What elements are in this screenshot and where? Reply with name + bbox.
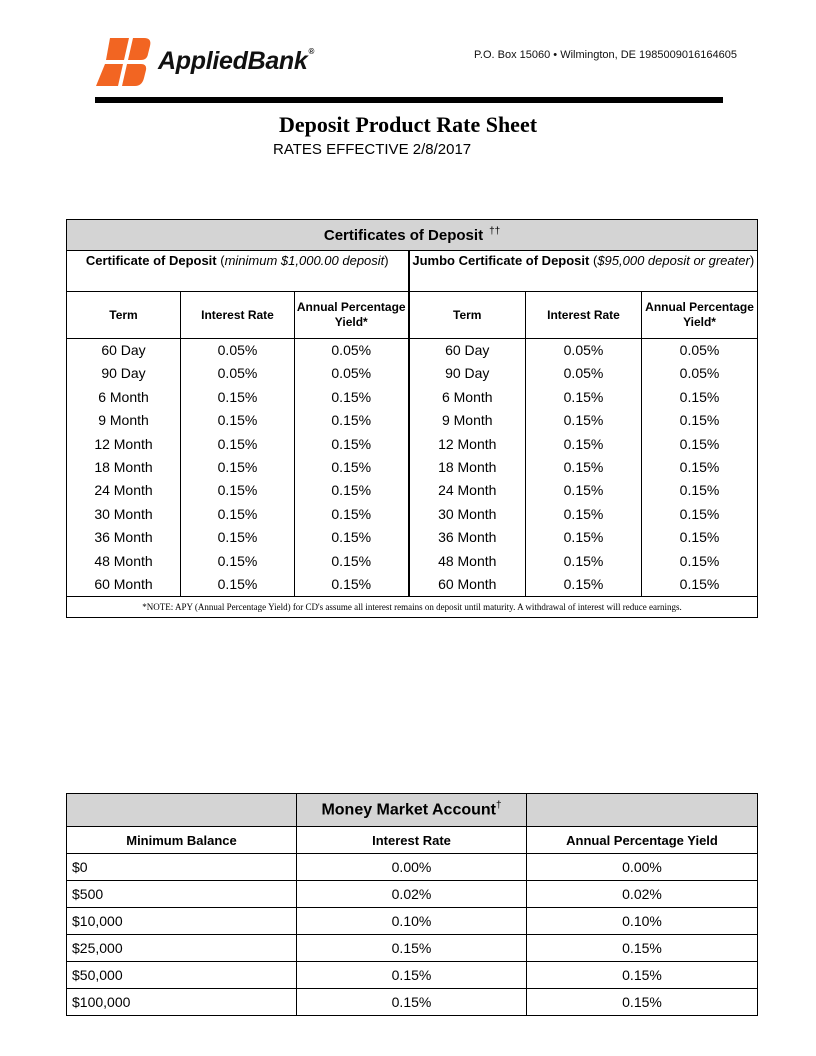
table-cell: 48 Month <box>67 550 181 573</box>
table-cell: 0.15% <box>295 409 409 432</box>
table-row <box>67 526 758 549</box>
table-cell: 0.15% <box>295 456 409 479</box>
table-cell: 0.15% <box>297 989 527 1016</box>
column-header-apy: Annual Percentage Yield <box>527 827 758 854</box>
table-cell: 0.15% <box>527 989 758 1016</box>
table-row <box>67 456 758 479</box>
table-cell: 0.15% <box>526 573 642 597</box>
table-cell: 0.15% <box>526 386 642 409</box>
table-cell: 0.15% <box>642 526 758 549</box>
table-cell: 36 Month <box>409 526 526 549</box>
table-cell: 90 Day <box>409 362 526 385</box>
table-row <box>67 433 758 456</box>
table-row <box>67 550 758 573</box>
title-cell-right <box>527 794 758 827</box>
apy-footnote: *NOTE: APY (Annual Percentage Yield) for CD's assume all interest remains on deposit until maturity. A withdrawal of interest will reduce earnings. <box>67 597 758 618</box>
table-cell: 0.15% <box>295 573 409 597</box>
column-header-term: Term <box>409 292 526 339</box>
table-cell: 12 Month <box>409 433 526 456</box>
table-cell: 0.15% <box>642 409 758 432</box>
table-row <box>67 935 758 962</box>
table-cell: 0.15% <box>527 962 758 989</box>
table-cell: 0.02% <box>527 881 758 908</box>
table-cell: 0.05% <box>181 339 295 363</box>
table-cell: 0.15% <box>181 550 295 573</box>
table-cell: 0.00% <box>527 854 758 881</box>
logo-mark-icon <box>96 36 152 88</box>
money-market-title: Money Market Account† <box>297 794 527 827</box>
table-cell: 0.15% <box>642 573 758 597</box>
table-cell: 90 Day <box>67 362 181 385</box>
table-cell: 30 Month <box>409 503 526 526</box>
column-header-minimum-balance: Minimum Balance <box>67 827 297 854</box>
table-cell: $0 <box>67 854 297 881</box>
table-cell: 0.15% <box>642 503 758 526</box>
table-cell: 18 Month <box>409 456 526 479</box>
table-cell: 0.15% <box>642 550 758 573</box>
table-cell: 0.15% <box>181 573 295 597</box>
table-cell: 0.05% <box>642 339 758 363</box>
table-cell: $25,000 <box>67 935 297 962</box>
table-cell: $50,000 <box>67 962 297 989</box>
title-cell-left <box>67 794 297 827</box>
table-cell: 0.05% <box>295 339 409 363</box>
cd-group-jumbo: Jumbo Certificate of Deposit ($95,000 deposit or greater) <box>409 251 758 292</box>
table-row <box>67 962 758 989</box>
money-market-table <box>66 793 758 1016</box>
table-cell: 0.15% <box>642 456 758 479</box>
table-row <box>67 386 758 409</box>
table-cell: 30 Month <box>67 503 181 526</box>
column-header-interest-rate: Interest Rate <box>297 827 527 854</box>
money-market-rows <box>67 854 758 1016</box>
table-cell: 0.15% <box>297 962 527 989</box>
table-cell: 0.15% <box>642 479 758 502</box>
table-cell: 9 Month <box>67 409 181 432</box>
table-cell: 0.05% <box>181 362 295 385</box>
table-cell: 0.00% <box>297 854 527 881</box>
column-header-apy: Annual Percentage Yield* <box>642 292 758 339</box>
cd-group-standard: Certificate of Deposit (minimum $1,000.00 deposit) <box>67 251 409 292</box>
table-cell: 0.15% <box>642 433 758 456</box>
rates-effective-date: RATES EFFECTIVE 2/8/2017 <box>273 141 472 158</box>
table-cell: 0.15% <box>526 456 642 479</box>
column-header-interest-rate: Interest Rate <box>181 292 295 339</box>
table-row <box>67 479 758 502</box>
table-cell: 60 Month <box>67 573 181 597</box>
table-cell: $100,000 <box>67 989 297 1016</box>
table-cell: 0.15% <box>181 433 295 456</box>
table-cell: 0.10% <box>527 908 758 935</box>
bank-address: P.O. Box 15060 • Wilmington, DE 1985009016164605 <box>474 49 737 61</box>
table-cell: 36 Month <box>67 526 181 549</box>
table-cell: 12 Month <box>67 433 181 456</box>
table-cell: 0.15% <box>181 386 295 409</box>
table-cell: $500 <box>67 881 297 908</box>
table-cell: 0.15% <box>181 409 295 432</box>
logo-wordmark: AppliedBank® <box>158 47 315 75</box>
column-header-term: Term <box>67 292 181 339</box>
table-cell: 0.15% <box>526 526 642 549</box>
table-cell: 0.05% <box>642 362 758 385</box>
table-row <box>67 409 758 432</box>
column-header-interest-rate: Interest Rate <box>526 292 642 339</box>
column-header-apy: Annual Percentage Yield* <box>295 292 409 339</box>
table-row <box>67 339 758 363</box>
table-cell: 0.15% <box>181 503 295 526</box>
table-cell: 18 Month <box>67 456 181 479</box>
table-cell: 48 Month <box>409 550 526 573</box>
page-title: Deposit Product Rate Sheet <box>278 112 538 137</box>
table-cell: 24 Month <box>67 479 181 502</box>
table-cell: 0.15% <box>526 433 642 456</box>
table-row <box>67 989 758 1016</box>
table-cell: 0.15% <box>526 550 642 573</box>
table-cell: $10,000 <box>67 908 297 935</box>
table-cell: 60 Day <box>67 339 181 363</box>
table-cell: 0.10% <box>297 908 527 935</box>
cd-rate-rows <box>67 339 758 597</box>
table-cell: 0.05% <box>526 339 642 363</box>
table-cell: 0.15% <box>526 409 642 432</box>
table-cell: 0.15% <box>527 935 758 962</box>
table-cell: 0.15% <box>295 526 409 549</box>
table-cell: 0.15% <box>642 386 758 409</box>
table-cell: 6 Month <box>67 386 181 409</box>
table-cell: 0.15% <box>295 550 409 573</box>
table-cell: 60 Day <box>409 339 526 363</box>
table-row <box>67 503 758 526</box>
table-cell: 0.15% <box>295 503 409 526</box>
header-divider <box>95 97 723 103</box>
table-cell: 9 Month <box>409 409 526 432</box>
table-cell: 0.15% <box>181 479 295 502</box>
table-row <box>67 362 758 385</box>
table-cell: 0.15% <box>181 456 295 479</box>
table-cell: 6 Month <box>409 386 526 409</box>
table-cell: 0.05% <box>526 362 642 385</box>
table-row <box>67 881 758 908</box>
table-cell: 0.02% <box>297 881 527 908</box>
cd-table-title: Certificates of Deposit †† <box>67 220 758 251</box>
table-row <box>67 908 758 935</box>
table-cell: 0.15% <box>181 526 295 549</box>
table-cell: 0.15% <box>295 433 409 456</box>
table-row <box>67 573 758 597</box>
table-cell: 0.15% <box>295 386 409 409</box>
table-cell: 0.15% <box>526 479 642 502</box>
table-cell: 0.05% <box>295 362 409 385</box>
cd-rate-table <box>66 219 758 618</box>
table-cell: 0.15% <box>295 479 409 502</box>
table-cell: 0.15% <box>297 935 527 962</box>
table-cell: 0.15% <box>526 503 642 526</box>
table-cell: 60 Month <box>409 573 526 597</box>
table-row <box>67 854 758 881</box>
table-cell: 24 Month <box>409 479 526 502</box>
applied-bank-logo <box>96 36 336 90</box>
